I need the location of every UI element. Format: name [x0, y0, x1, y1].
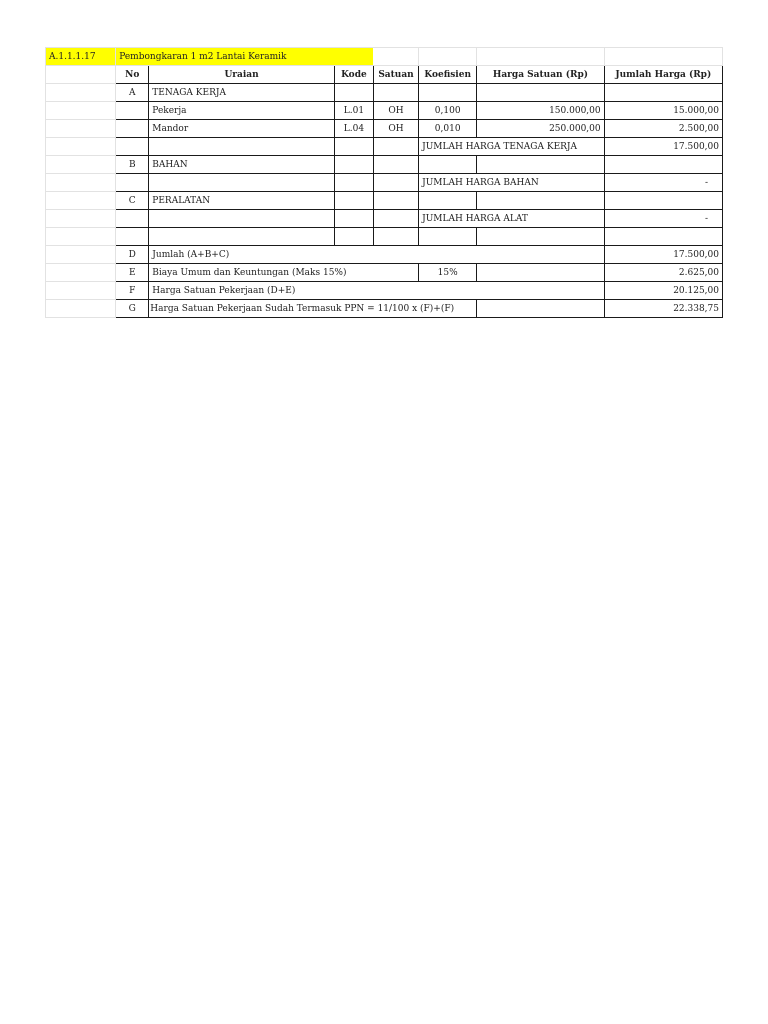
row-satuan[interactable]: OH — [373, 102, 418, 120]
row-uraian[interactable]: Mandor — [149, 120, 335, 138]
summary-row-g — [46, 300, 723, 318]
empty-cell[interactable] — [373, 192, 418, 210]
summary-label[interactable]: Jumlah (A+B+C) — [149, 246, 604, 264]
row-kode[interactable]: L.04 — [334, 120, 373, 138]
empty-cell[interactable] — [149, 228, 335, 246]
section-a-row — [46, 84, 723, 102]
summary-label[interactable]: Harga Satuan Pekerjaan Sudah Termasuk PPN = 11/100 x (F)+(F) — [149, 300, 477, 318]
row-jumlah-harga[interactable]: 2.500,00 — [604, 120, 722, 138]
section-c-label[interactable]: PERALATAN — [149, 192, 335, 210]
empty-cell[interactable] — [116, 138, 149, 156]
empty-cell[interactable] — [419, 156, 477, 174]
section-c-no[interactable]: C — [116, 192, 149, 210]
empty-cell[interactable] — [46, 156, 116, 174]
header-row — [46, 66, 723, 84]
row-satuan[interactable]: OH — [373, 120, 418, 138]
empty-cell[interactable] — [46, 174, 116, 192]
row-koefisien[interactable]: 0,010 — [419, 120, 477, 138]
empty-cell[interactable] — [334, 138, 373, 156]
empty-cell[interactable] — [46, 246, 116, 264]
spacer-row — [46, 228, 723, 246]
empty-cell[interactable] — [419, 84, 477, 102]
empty-cell[interactable] — [477, 48, 604, 66]
summary-value[interactable]: 17.500,00 — [604, 246, 722, 264]
empty-cell[interactable] — [419, 192, 477, 210]
item-code-cell[interactable] — [46, 48, 116, 66]
empty-cell[interactable] — [604, 228, 722, 246]
summary-label[interactable]: Biaya Umum dan Keuntungan (Maks 15%) — [149, 264, 419, 282]
section-c-total-label[interactable]: JUMLAH HARGA ALAT — [419, 210, 605, 228]
row-harga-satuan[interactable]: 150.000,00 — [477, 102, 604, 120]
summary-row-e — [46, 264, 723, 282]
summary-row-d — [46, 246, 723, 264]
empty-cell[interactable] — [46, 192, 116, 210]
header-satuan[interactable]: Satuan — [373, 66, 418, 84]
empty-cell[interactable] — [46, 66, 116, 84]
summary-label[interactable]: Harga Satuan Pekerjaan (D+E) — [149, 282, 604, 300]
table-row — [46, 102, 723, 120]
row-uraian[interactable]: Pekerja — [149, 102, 335, 120]
empty-cell[interactable] — [116, 228, 149, 246]
empty-cell[interactable] — [477, 264, 604, 282]
empty-cell[interactable] — [116, 102, 149, 120]
empty-cell[interactable] — [46, 210, 116, 228]
summary-no[interactable]: E — [116, 264, 149, 282]
empty-cell[interactable] — [419, 48, 477, 66]
empty-cell[interactable] — [373, 228, 418, 246]
section-b-total-value[interactable]: - — [604, 174, 722, 192]
table-row — [46, 120, 723, 138]
empty-cell[interactable] — [604, 192, 722, 210]
header-uraian[interactable]: Uraian — [149, 66, 335, 84]
section-a-total-row — [46, 138, 723, 156]
item-title: Pembongkaran 1 m2 Lantai Keramik — [119, 51, 287, 62]
summary-no[interactable]: D — [116, 246, 149, 264]
empty-cell[interactable] — [46, 282, 116, 300]
empty-cell[interactable] — [477, 228, 604, 246]
section-a-total-value[interactable]: 17.500,00 — [604, 138, 722, 156]
empty-cell[interactable] — [373, 210, 418, 228]
section-b-no[interactable]: B — [116, 156, 149, 174]
empty-cell[interactable] — [604, 84, 722, 102]
row-harga-satuan[interactable]: 250.000,00 — [477, 120, 604, 138]
summary-value[interactable]: 22.338,75 — [604, 300, 722, 318]
empty-cell[interactable] — [46, 120, 116, 138]
summary-value[interactable]: 2.625,00 — [604, 264, 722, 282]
empty-cell[interactable] — [477, 192, 604, 210]
empty-cell[interactable] — [149, 138, 335, 156]
empty-cell[interactable] — [149, 210, 335, 228]
empty-cell[interactable] — [334, 192, 373, 210]
section-c-total-row — [46, 210, 723, 228]
summary-no[interactable]: F — [116, 282, 149, 300]
section-c-row — [46, 192, 723, 210]
empty-cell[interactable] — [373, 84, 418, 102]
empty-cell[interactable] — [477, 84, 604, 102]
empty-cell[interactable] — [46, 228, 116, 246]
title-row — [46, 48, 723, 66]
header-kode[interactable]: Kode — [334, 66, 373, 84]
section-b-label[interactable]: BAHAN — [149, 156, 335, 174]
analysis-sheet — [45, 47, 723, 318]
section-a-total-label[interactable]: JUMLAH HARGA TENAGA KERJA — [419, 138, 605, 156]
row-koefisien[interactable]: 0,100 — [419, 102, 477, 120]
section-b-total-label[interactable]: JUMLAH HARGA BAHAN — [419, 174, 605, 192]
header-harga-satuan[interactable]: Harga Satuan (Rp) — [477, 66, 604, 84]
header-jumlah-harga[interactable]: Jumlah Harga (Rp) — [604, 66, 722, 84]
empty-cell[interactable] — [477, 156, 604, 174]
empty-cell[interactable] — [373, 138, 418, 156]
section-b-row — [46, 156, 723, 174]
empty-cell[interactable] — [116, 210, 149, 228]
header-no[interactable]: No — [116, 66, 149, 84]
row-kode[interactable]: L.01 — [334, 102, 373, 120]
empty-cell[interactable] — [116, 120, 149, 138]
section-c-total-value[interactable]: - — [604, 210, 722, 228]
section-a-label[interactable]: TENAGA KERJA — [149, 84, 335, 102]
empty-cell[interactable] — [334, 174, 373, 192]
summary-value[interactable]: 20.125,00 — [604, 282, 722, 300]
empty-cell[interactable] — [373, 48, 418, 66]
empty-cell[interactable] — [46, 138, 116, 156]
empty-cell[interactable] — [604, 156, 722, 174]
summary-no[interactable]: G — [116, 300, 149, 318]
row-jumlah-harga[interactable]: 15.000,00 — [604, 102, 722, 120]
empty-cell[interactable] — [604, 48, 722, 66]
empty-cell[interactable] — [373, 174, 418, 192]
empty-cell[interactable] — [477, 300, 604, 318]
empty-cell[interactable] — [419, 228, 477, 246]
summary-koefisien[interactable]: 15% — [419, 264, 477, 282]
empty-cell[interactable] — [46, 102, 116, 120]
empty-cell[interactable] — [334, 228, 373, 246]
empty-cell[interactable] — [373, 156, 418, 174]
empty-cell[interactable] — [334, 210, 373, 228]
header-koefisien[interactable]: Koefisien — [419, 66, 477, 84]
section-b-total-row — [46, 174, 723, 192]
empty-cell[interactable] — [46, 264, 116, 282]
item-title-cell[interactable] — [116, 48, 374, 66]
empty-cell[interactable] — [46, 300, 116, 318]
empty-cell[interactable] — [334, 156, 373, 174]
empty-cell[interactable] — [334, 84, 373, 102]
empty-cell[interactable] — [116, 174, 149, 192]
summary-row-f — [46, 282, 723, 300]
empty-cell[interactable] — [46, 84, 116, 102]
empty-cell[interactable] — [149, 174, 335, 192]
section-a-no[interactable]: A — [116, 84, 149, 102]
item-code: A.1.1.1.17 — [49, 51, 96, 62]
